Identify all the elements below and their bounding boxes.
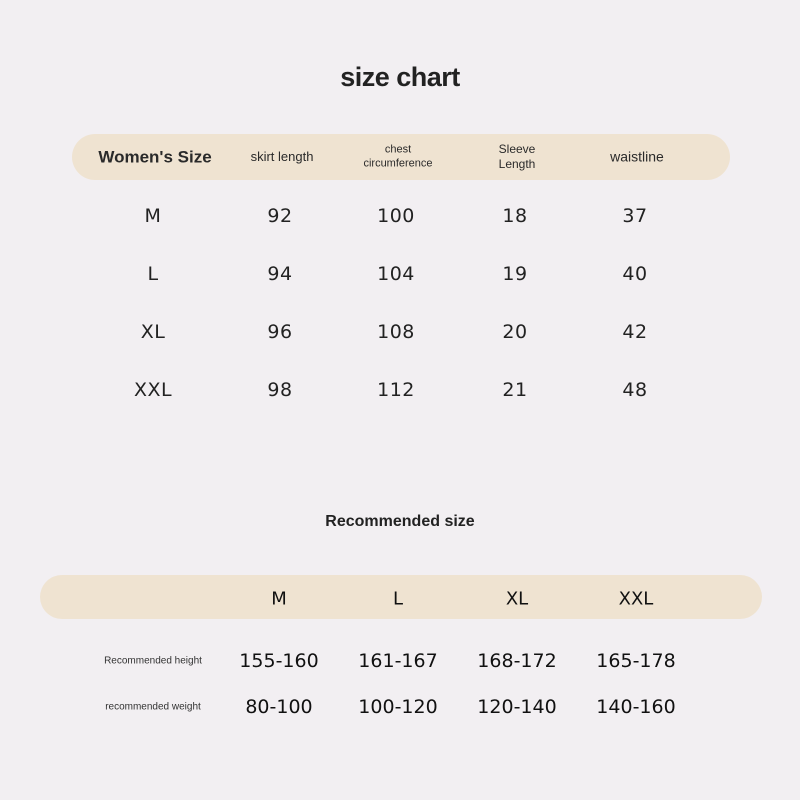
- recommended-size-header: XL: [505, 588, 529, 610]
- measurement-cell: 98: [267, 379, 293, 401]
- recommended-value-cell: 100-120: [358, 696, 438, 718]
- size-label-cell: L: [147, 263, 159, 285]
- recommended-size-title: Recommended size: [325, 513, 475, 530]
- recommended-value-cell: 80-100: [245, 696, 313, 718]
- recommended-value-cell: 161-167: [358, 650, 438, 672]
- measurement-cell: 21: [502, 379, 528, 401]
- measurement-cell: 19: [502, 263, 528, 285]
- header-waistline: waistline: [610, 148, 664, 165]
- header-chest-circumference: chest circumference: [363, 143, 433, 169]
- measurement-cell: 37: [622, 205, 648, 227]
- recommended-value-cell: 168-172: [477, 650, 557, 672]
- header-womens-size: Women's Size: [98, 147, 212, 167]
- measurement-cell: 104: [377, 263, 415, 285]
- recommended-value-cell: 155-160: [239, 650, 319, 672]
- measurement-cell: 40: [622, 263, 648, 285]
- recommended-row-label: recommended weight: [105, 701, 201, 713]
- measurement-cell: 96: [267, 321, 293, 343]
- recommended-value-cell: 165-178: [596, 650, 676, 672]
- recommended-value-cell: 140-160: [596, 696, 676, 718]
- measurement-cell: 92: [267, 205, 293, 227]
- measurement-cell: 94: [267, 263, 293, 285]
- measurement-cell: 48: [622, 379, 648, 401]
- header-skirt-length: skirt length: [250, 148, 314, 164]
- measurement-cell: 20: [502, 321, 528, 343]
- size-label-cell: M: [144, 205, 162, 227]
- recommended-row-label: Recommended height: [104, 655, 202, 667]
- recommended-size-header: M: [271, 588, 287, 610]
- page-title: size chart: [340, 62, 460, 92]
- measurement-cell: 100: [377, 205, 415, 227]
- recommended-size-header: L: [392, 588, 404, 610]
- measurement-cell: 108: [377, 321, 415, 343]
- header-sleeve-length: Sleeve Length: [498, 142, 536, 171]
- measurement-cell: 42: [622, 321, 648, 343]
- size-label-cell: XL: [140, 321, 166, 343]
- measurement-cell: 112: [377, 379, 415, 401]
- recommended-size-header: XXL: [618, 588, 654, 610]
- size-label-cell: XXL: [133, 379, 173, 401]
- recommended-value-cell: 120-140: [477, 696, 557, 718]
- measurement-cell: 18: [502, 205, 528, 227]
